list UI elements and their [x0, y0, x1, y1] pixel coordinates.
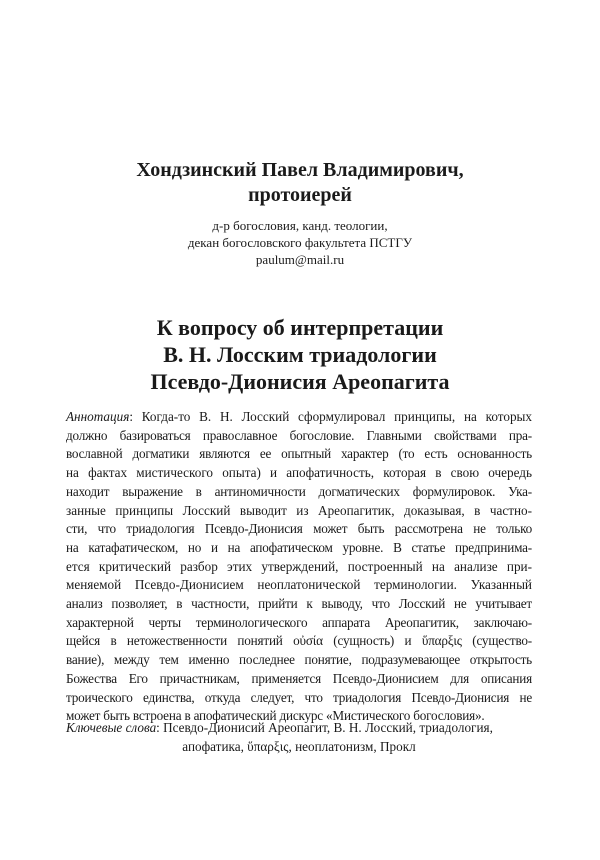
abstract-line: меняемой Псевдо-Дионисием неоплатонической терминологии. Указанный	[66, 577, 532, 593]
abstract-line: характерной черты терминологического аппарата Ареопагитик, заключаю-	[66, 614, 532, 630]
abstract-line: может быть встроена в апофатический дискурс «Мистического богословия».	[66, 708, 485, 724]
abstract-line: занные принципы Лосский выводит из Ареопагитик, доказывая, в частно-	[66, 502, 532, 518]
abstract-line: на фактах мистического опыта) и апофатичность, которая в свою очередь	[66, 465, 532, 481]
author-block	[60, 158, 540, 208]
abstract-line: находит выражение в антиномичности догматических формулировок. Ука-	[66, 483, 532, 499]
abstract-label: Аннотация	[66, 409, 130, 424]
abstract	[66, 408, 532, 726]
abstract-line: анализ позволяет, в частности, прийти к выводу, что Лосский не учитывает	[66, 596, 532, 612]
author-rank: протоиерей	[248, 184, 352, 206]
abstract-line: на катафатическом, но и на апофатическом уровне. В статье предпринима-	[66, 539, 532, 555]
abstract-line: сти, что триадология Псевдо-Дионисия может быть рассмотрена не только	[66, 521, 532, 537]
title-line: К вопросу об интерпретации	[156, 315, 444, 340]
abstract-line: должно базироваться православное богословие. Главными свойствами пра-	[66, 427, 532, 443]
author-email[interactable]: paulum@mail.ru	[255, 252, 345, 267]
keywords-line: Ключевые слова: Псевдо-Дионисий Ареопагит, В. Н. Лосский, триадология,	[66, 720, 493, 735]
author-position: декан богословского факультета ПСТГУ	[187, 235, 413, 250]
title-line: Псевдо-Дионисия Ареопагита	[150, 369, 450, 394]
abstract-line: Аннотация: Когда-то В. Н. Лосский сформулировал принципы, на которых	[66, 409, 532, 424]
title-line: В. Н. Лосским триадологии	[163, 342, 437, 367]
author-affiliation	[60, 217, 540, 268]
abstract-line: Божества Его причастникам, применяется Псевдо-Дионисием для описания	[66, 670, 532, 686]
keywords-line: апофатика, ὕπαρξις, неоплатонизм, Прокл	[182, 738, 416, 754]
keywords	[66, 719, 532, 756]
abstract-line: вание), между тем именно последнее понятие, подразумевающее открытость	[66, 652, 532, 668]
author-name: Хондзинский Павел Владимирович,	[136, 159, 464, 181]
article-title	[40, 314, 560, 395]
abstract-line: троического единства, откуда следует, что триадология Псевдо-Дионисия не	[66, 689, 532, 705]
abstract-line: щейся в нетожественности понятий οὐσία (сущность) и ὕπαρξις (существо-	[66, 633, 532, 649]
author-degree: д-р богословия, канд. теологии,	[212, 218, 388, 233]
abstract-line: вославной догматики являются ее опытный характер (то есть основанность	[66, 446, 532, 462]
abstract-line: ется критический разбор этих утверждений, построенный на анализе при-	[66, 558, 532, 574]
keywords-label: Ключевые слова	[66, 720, 157, 735]
